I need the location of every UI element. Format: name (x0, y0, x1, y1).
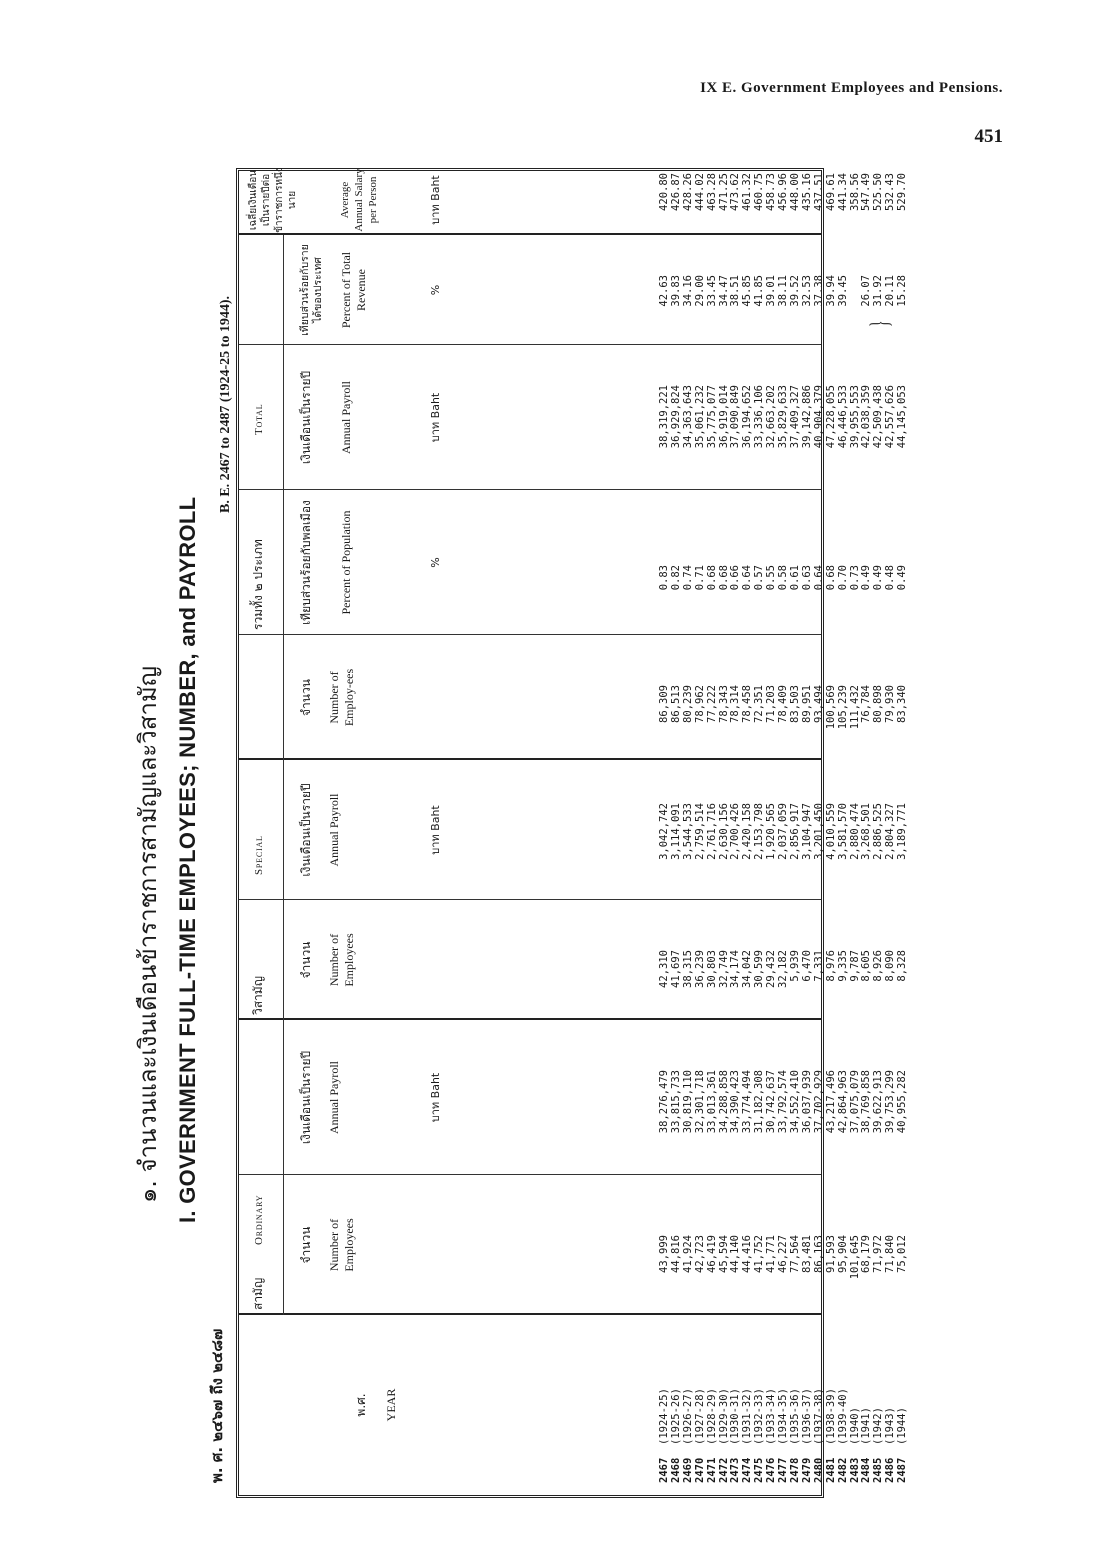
cell-be: 2478 (788, 1457, 801, 1483)
sp-payroll-unit: บาท Baht (429, 805, 442, 855)
cell-be: 2473 (729, 1457, 742, 1483)
cell-avg: 435.16 (800, 173, 813, 211)
cell-ad: (1935-36) (788, 1388, 801, 1445)
cell-sp-pay: 2,880,474 (848, 803, 861, 860)
cell-be: 2487 (896, 1457, 909, 1483)
cell-pct-pop: 0.68 (705, 565, 718, 591)
cell-tot-num: 86,309 (658, 685, 670, 723)
cell-pct-pop: 0.48 (884, 565, 897, 591)
cell-pct-pop: 0.74 (681, 565, 694, 591)
pct-pop-header: Percent of Population (339, 510, 353, 615)
ord-number-header: Number of Employees (327, 1218, 356, 1272)
cell-ad: (1926-27) (681, 1388, 694, 1445)
cell-tot-pay: 36,919,014 (717, 385, 730, 449)
cell-sp-pay: 3,114,091 (669, 803, 682, 860)
cell-sp-pay: 2,153,798 (753, 803, 766, 860)
cell-ad: (1927-28) (693, 1388, 706, 1445)
cell-pct-rev: 41.85 (753, 275, 766, 307)
cell-be: 2483 (848, 1457, 861, 1483)
cell-avg: 529.70 (896, 173, 909, 211)
cell-sp-num: 36,239 (693, 950, 706, 988)
cell-tot-pay: 34,363,643 (681, 385, 694, 449)
cell-ord-pay: 37,702,929 (812, 1070, 825, 1134)
cell-sp-num: 41,697 (669, 950, 682, 988)
cell-ord-num: 41,752 (753, 1235, 766, 1273)
cell-ord-num: 86,163 (812, 1235, 825, 1273)
special-header: Special (253, 835, 265, 875)
cell-tot-pay: 42,557,626 (884, 385, 897, 449)
cell-ad: (1944) (896, 1407, 909, 1445)
cell-ad: (1943) (884, 1407, 897, 1445)
cell-pct-pop: 0.57 (753, 565, 766, 591)
cell-ord-num: 45,594 (717, 1235, 730, 1273)
cell-sp-num: 6,470 (800, 950, 813, 982)
cell-pct-rev: 26.07 (860, 275, 873, 307)
cell-avg: 448.00 (788, 173, 801, 211)
cell-sp-pay: 2,804,327 (884, 803, 897, 860)
pct-pop-thai-header: เทียบส่วนร้อยกับพลเมือง (299, 500, 313, 625)
cell-be: 2467 (658, 1457, 670, 1483)
cell-sp-pay: 3,104,947 (800, 803, 813, 860)
cell-sp-num: 30,599 (753, 950, 766, 988)
cell-sp-pay: 2,630,156 (717, 803, 730, 860)
tot-number-thai-header: จำนวน (299, 679, 313, 716)
cell-avg: 428.26 (681, 173, 694, 211)
cell-pct-rev: 15.28 (896, 275, 909, 307)
cell-ad: (1942) (872, 1407, 885, 1445)
cell-pct-pop: 0.63 (800, 565, 813, 591)
cell-ord-pay: 43,217,496 (824, 1070, 837, 1134)
cell-ord-num: 101,645 (848, 1235, 861, 1280)
cell-ord-num: 41,924 (681, 1235, 694, 1273)
cell-be: 2482 (836, 1457, 849, 1483)
cell-tot-num: 78,314 (729, 685, 742, 723)
col-percent-population (659, 565, 909, 615)
cell-pct-rev: 45.85 (741, 275, 754, 307)
cell-sp-pay: 2,761,716 (705, 803, 718, 860)
cell-ord-pay: 34,390,423 (729, 1070, 742, 1134)
cell-avg: 426.87 (669, 173, 682, 211)
cell-sp-pay: 2,856,917 (788, 803, 801, 860)
cell-be: 2480 (812, 1457, 825, 1483)
cell-tot-num: 89,951 (800, 685, 813, 723)
cell-tot-num: 77,222 (705, 685, 718, 723)
col-percent-revenue (659, 275, 909, 325)
cell-tot-num: 80,898 (872, 685, 885, 723)
cell-ad: (1932-33) (753, 1388, 766, 1445)
cell-pct-rev: 38.51 (729, 275, 742, 307)
cell-ord-pay: 38,769,858 (860, 1070, 873, 1134)
cell-avg: 461.32 (741, 173, 754, 211)
cell-sp-num: 7,331 (812, 950, 825, 982)
payroll-table (236, 167, 909, 1498)
cell-be: 2485 (872, 1457, 885, 1483)
cell-ad: (1934-35) (777, 1388, 790, 1445)
cell-sp-num: 34,042 (741, 950, 754, 988)
be-year-range: B. E. 2467 to 2487 (1924-25 to 1944). (218, 296, 233, 513)
cell-ord-pay: 33,774,494 (741, 1070, 754, 1134)
cell-tot-pay: 32,663,202 (765, 385, 778, 449)
cell-tot-pay: 37,090,849 (729, 385, 742, 449)
sp-payroll-header: Annual Payroll (327, 793, 341, 867)
cell-ord-num: 42,723 (693, 1235, 706, 1273)
cell-tot-num: 100,569 (824, 685, 837, 730)
cell-pct-pop: 0.66 (729, 565, 742, 591)
cell-tot-num: 80,239 (681, 685, 694, 723)
cell-ord-pay: 32,301,718 (693, 1070, 706, 1134)
tot-number-header: Number of Employ-ees (327, 668, 356, 727)
cell-tot-pay: 35,775,077 (705, 385, 718, 449)
cell-avg: 547.49 (860, 173, 873, 211)
cell-be: 2475 (753, 1457, 766, 1483)
avg-thai-header: เฉลี่ยเงินเดือนเป็นรายปีต่อข้าราชการหนึ่งนาย (248, 167, 298, 233)
cell-pct-rev: 39.94 (824, 275, 837, 307)
cell-ad: (1924-25) (658, 1388, 670, 1445)
tot-payroll-header: Annual Payroll (339, 381, 353, 454)
cell-tot-num: 111,432 (848, 685, 861, 730)
cell-be: 2484 (860, 1457, 873, 1483)
cell-ad: (1937-38) (812, 1388, 825, 1445)
cell-pct-rev: 31.92 (872, 275, 885, 307)
cell-sp-pay: 2,037,059 (777, 803, 790, 860)
avg-header: Average Annual Salary per Person (339, 168, 379, 232)
cell-pct-pop: 0.70 (836, 565, 849, 591)
pct-pop-unit: % (429, 557, 442, 568)
cell-ord-pay: 40,955,282 (896, 1070, 909, 1134)
cell-pct-rev: 38.11 (777, 275, 790, 307)
cell-pct-pop: 0.68 (824, 565, 837, 591)
cell-sp-num: 42,310 (658, 950, 670, 988)
cell-ord-num: 44,416 (741, 1235, 754, 1273)
cell-pct-rev: 34.47 (717, 275, 730, 307)
cell-ord-pay: 31,182,308 (753, 1070, 766, 1134)
cell-ord-pay: 33,792,574 (777, 1070, 790, 1134)
cell-ord-pay: 30,742,637 (765, 1070, 778, 1134)
cell-ad: (1929-30) (717, 1388, 730, 1445)
cell-tot-pay: 47,228,055 (824, 385, 837, 449)
cell-be: 2479 (800, 1457, 813, 1483)
cell-sp-num: 9,787 (848, 950, 861, 982)
cell-pct-pop: 0.49 (860, 565, 873, 591)
cell-ord-pay: 42,864,963 (836, 1070, 849, 1134)
cell-avg: 437.51 (812, 173, 825, 211)
cell-tot-pay: 36,194,652 (741, 385, 754, 449)
cell-tot-pay: 39,955,553 (848, 385, 861, 449)
cell-tot-num: 105,239 (836, 685, 849, 730)
cell-pct-pop: 0.61 (788, 565, 801, 591)
cell-pct-pop: 0.58 (777, 565, 790, 591)
cell-ord-pay: 34,552,410 (788, 1070, 801, 1134)
cell-ord-pay: 34,288,858 (717, 1070, 730, 1134)
col-ordinary-payroll (659, 1070, 909, 1160)
cell-pct-rev: 39.45 (836, 275, 849, 307)
cell-ord-pay: 36,037,939 (800, 1070, 813, 1134)
cell-avg: 458.73 (765, 173, 778, 211)
cell-sp-num: 38,315 (681, 950, 694, 988)
cell-sp-pay: 3,268,501 (860, 803, 873, 860)
cell-pct-pop: 0.64 (812, 565, 825, 591)
sp-number-thai-header: จำนวน (299, 941, 313, 979)
cell-pct-rev: 39.83 (669, 275, 682, 307)
col-ordinary-number (659, 1235, 909, 1295)
cell-sp-num: 9,335 (836, 950, 849, 982)
ord-payroll-thai-header: เงินเดือนเป็นรายปี (299, 1050, 313, 1145)
cell-pct-rev: 39.01 (765, 275, 778, 307)
cell-ord-num: 43,999 (658, 1235, 670, 1273)
cell-ad: (1938-39) (824, 1388, 837, 1445)
cell-be: 2469 (681, 1457, 694, 1483)
cell-tot-pay: 42,509,438 (872, 385, 885, 449)
cell-sp-num: 8,976 (824, 950, 837, 982)
cell-ord-num: 83,481 (800, 1235, 813, 1273)
cell-pct-pop: 0.68 (717, 565, 730, 591)
cell-ad: (1931-32) (741, 1388, 754, 1445)
cell-pct-rev: 34.16 (681, 275, 694, 307)
cell-sp-num: 5,939 (788, 950, 801, 982)
cell-pct-rev: 32.53 (800, 275, 813, 307)
cell-pct-rev: 37.38 (812, 275, 825, 307)
cell-ord-pay: 33,815,733 (669, 1070, 682, 1134)
cell-ad: (1928-29) (705, 1388, 718, 1445)
cell-be: 2472 (717, 1457, 730, 1483)
cell-be: 2471 (705, 1457, 718, 1483)
cell-avg: 420.80 (658, 173, 670, 211)
cell-be: 2486 (884, 1457, 897, 1483)
english-title: I. GOVERNMENT FULL-TIME EMPLOYEES; NUMBER, and PAYROLL (175, 496, 200, 1223)
cell-tot-pay: 39,142,886 (800, 385, 813, 449)
total-thai-header: รวมทั้ง ๒ ประเภท (251, 539, 265, 630)
cell-tot-pay: 35,061,232 (693, 385, 706, 449)
cell-sp-pay: 2,420,158 (741, 803, 754, 860)
cell-avg: 473.62 (729, 173, 742, 211)
col-special-number (659, 950, 909, 1005)
cell-ord-num: 77,564 (788, 1235, 801, 1273)
tot-payroll-unit: บาท Baht (429, 392, 442, 443)
special-thai-header: วิสามัญ (251, 976, 265, 1015)
cell-pct-rev: 42.63 (658, 275, 670, 307)
cell-avg: 456.96 (777, 173, 790, 211)
cell-sp-pay: 3,042,742 (658, 803, 670, 860)
cell-avg: 460.75 (753, 173, 766, 211)
cell-ad: (1933-34) (765, 1388, 778, 1445)
cell-tot-num: 76,784 (860, 685, 873, 723)
cell-ord-num: 44,140 (729, 1235, 742, 1273)
cell-ord-num: 44,816 (669, 1235, 682, 1273)
cell-ord-num: 46,419 (705, 1235, 718, 1273)
cell-be: 2477 (777, 1457, 790, 1483)
cell-be: 2481 (824, 1457, 837, 1483)
cell-ad: (1925-26) (669, 1388, 682, 1445)
cell-tot-num: 83,340 (896, 685, 909, 723)
col-special-payroll (659, 803, 909, 883)
cell-tot-num: 78,458 (741, 685, 754, 723)
cell-be: 2476 (765, 1457, 778, 1483)
cell-pct-rev: 39.52 (788, 275, 801, 307)
cell-pct-pop: 0.73 (848, 565, 861, 591)
year-header: YEAR (384, 1388, 398, 1422)
cell-avg: 358.56 (848, 173, 861, 211)
cell-be: 2468 (669, 1457, 682, 1483)
brace-mark: } (865, 320, 894, 327)
ord-number-thai-header: จำนวน (299, 1226, 313, 1264)
cell-sp-pay: 3,189,771 (896, 803, 909, 860)
cell-pct-pop: 0.71 (693, 565, 706, 591)
cell-sp-pay: 4,010,559 (824, 803, 837, 860)
cell-tot-num: 72,351 (753, 685, 766, 723)
cell-sp-pay: 3,201,450 (812, 803, 825, 860)
cell-ord-num: 41,771 (765, 1235, 778, 1273)
cell-tot-num: 93,494 (812, 685, 825, 723)
cell-avg: 444.02 (693, 173, 706, 211)
cell-tot-num: 79,930 (884, 685, 897, 723)
thai-title: ๑. จำนวนและเงินเดือนข้าราชการสามัญและวิสามัญ (134, 665, 162, 1203)
col-total-number (659, 685, 909, 750)
cell-tot-num: 86,513 (669, 685, 682, 723)
tot-payroll-thai-header: เงินเดือนเป็นรายปี (299, 370, 313, 465)
cell-ad: (1939-40) (836, 1388, 849, 1445)
cell-be: 2470 (693, 1457, 706, 1483)
cell-sp-pay: 2,759,514 (693, 803, 706, 860)
running-head: IX E. Government Employees and Pensions. (700, 80, 1003, 96)
cell-avg: 469.61 (824, 173, 837, 211)
cell-sp-pay: 3,581,570 (836, 803, 849, 860)
cell-tot-pay: 40,904,379 (812, 385, 825, 449)
cell-tot-pay: 36,929,824 (669, 385, 682, 449)
cell-pct-pop: 0.49 (872, 565, 885, 591)
thai-year-range: พ. ศ. ๒๔๖๗ ถึง ๒๔๘๗ (208, 1328, 226, 1483)
cell-tot-pay: 46,446,533 (836, 385, 849, 449)
cell-sp-num: 32,749 (717, 950, 730, 988)
cell-ord-num: 91,593 (824, 1235, 837, 1273)
pct-rev-thai-header: เทียบส่วนร้อยกับรายได้ของประเทศ (299, 244, 325, 336)
cell-tot-num: 71,203 (765, 685, 778, 723)
cell-sp-pay: 1,920,565 (765, 803, 778, 860)
cell-tot-num: 78,962 (693, 685, 706, 723)
cell-sp-pay: 2,886,525 (872, 803, 885, 860)
pct-rev-header: Percent of Total Revenue (339, 251, 368, 329)
cell-tot-pay: 37,409,327 (788, 385, 801, 449)
cell-sp-pay: 2,700,426 (729, 803, 742, 860)
cell-ord-num: 71,972 (872, 1235, 885, 1273)
cell-pct-rev: 20.11 (884, 275, 897, 307)
pct-rev-unit: % (429, 284, 442, 296)
cell-sp-num: 8,090 (884, 950, 897, 982)
cell-tot-pay: 35,829,633 (777, 385, 790, 449)
cell-ord-num: 46,227 (777, 1235, 790, 1273)
cell-sp-num: 8,926 (872, 950, 885, 982)
col-total-payroll (659, 385, 909, 475)
cell-avg: 463.28 (705, 173, 718, 211)
cell-ord-pay: 38,276,479 (658, 1070, 670, 1134)
sp-payroll-thai-header: เงินเดือนเป็นรายปี (299, 783, 313, 877)
cell-pct-pop: 0.64 (741, 565, 754, 591)
cell-ord-num: 75,012 (896, 1235, 909, 1273)
cell-avg: 532.43 (884, 173, 897, 211)
ord-payroll-unit: บาท Baht (429, 1072, 442, 1123)
cell-pct-pop: 0.55 (765, 565, 778, 591)
cell-pct-rev: 29.00 (693, 275, 706, 307)
cell-sp-pay: 3,544,533 (681, 803, 694, 860)
cell-avg: 471.25 (717, 173, 730, 211)
cell-ord-num: 95,904 (836, 1235, 849, 1273)
cell-pct-pop: 0.49 (896, 565, 909, 591)
col-ad-year (659, 1365, 909, 1445)
cell-ord-pay: 39,622,913 (872, 1070, 885, 1134)
cell-ord-pay: 39,753,299 (884, 1070, 897, 1134)
cell-ord-pay: 33,013,361 (705, 1070, 718, 1134)
cell-tot-pay: 38,319,221 (658, 385, 670, 449)
col-be-year (659, 1448, 909, 1483)
cell-sp-num: 30,803 (705, 950, 718, 988)
total-header: Total (253, 403, 265, 435)
col-average-salary (659, 173, 909, 223)
cell-tot-pay: 33,336,106 (753, 385, 766, 449)
cell-avg: 441.34 (836, 173, 849, 211)
ordinary-thai-header: สามัญ (251, 1277, 265, 1310)
cell-ad: (1940) (848, 1407, 861, 1445)
avg-unit: บาท Baht (429, 175, 442, 225)
cell-ad: (1930-31) (729, 1388, 742, 1445)
cell-ad: (1936-37) (800, 1388, 813, 1445)
cell-ad: (1941) (860, 1407, 873, 1445)
cell-pct-rev: 33.45 (705, 275, 718, 307)
year-thai-header: พ.ศ. (354, 1393, 368, 1417)
cell-avg: 525.50 (872, 173, 885, 211)
cell-ord-num: 71,840 (884, 1235, 897, 1273)
cell-sp-num: 34,174 (729, 950, 742, 988)
cell-sp-num: 8,605 (860, 950, 873, 982)
cell-ord-pay: 30,819,110 (681, 1070, 694, 1134)
sp-number-header: Number of Employees (327, 933, 356, 987)
cell-pct-pop: 0.83 (658, 565, 670, 591)
cell-sp-num: 29,432 (765, 950, 778, 988)
cell-pct-pop: 0.82 (669, 565, 682, 591)
cell-tot-pay: 44,145,053 (896, 385, 909, 449)
cell-sp-num: 8,328 (896, 950, 909, 982)
cell-tot-num: 83,503 (788, 685, 801, 723)
ordinary-header: Ordinary (253, 1194, 265, 1245)
ord-payroll-header: Annual Payroll (327, 1061, 341, 1134)
cell-ord-num: 68,179 (860, 1235, 873, 1273)
cell-tot-num: 78,343 (717, 685, 730, 723)
cell-tot-num: 78,409 (777, 685, 790, 723)
cell-sp-num: 32,182 (777, 950, 790, 988)
page-number: 451 (974, 126, 1003, 147)
cell-be: 2474 (741, 1457, 754, 1483)
cell-ord-pay: 37,075,079 (848, 1070, 861, 1134)
cell-tot-pay: 42,038,359 (860, 385, 873, 449)
